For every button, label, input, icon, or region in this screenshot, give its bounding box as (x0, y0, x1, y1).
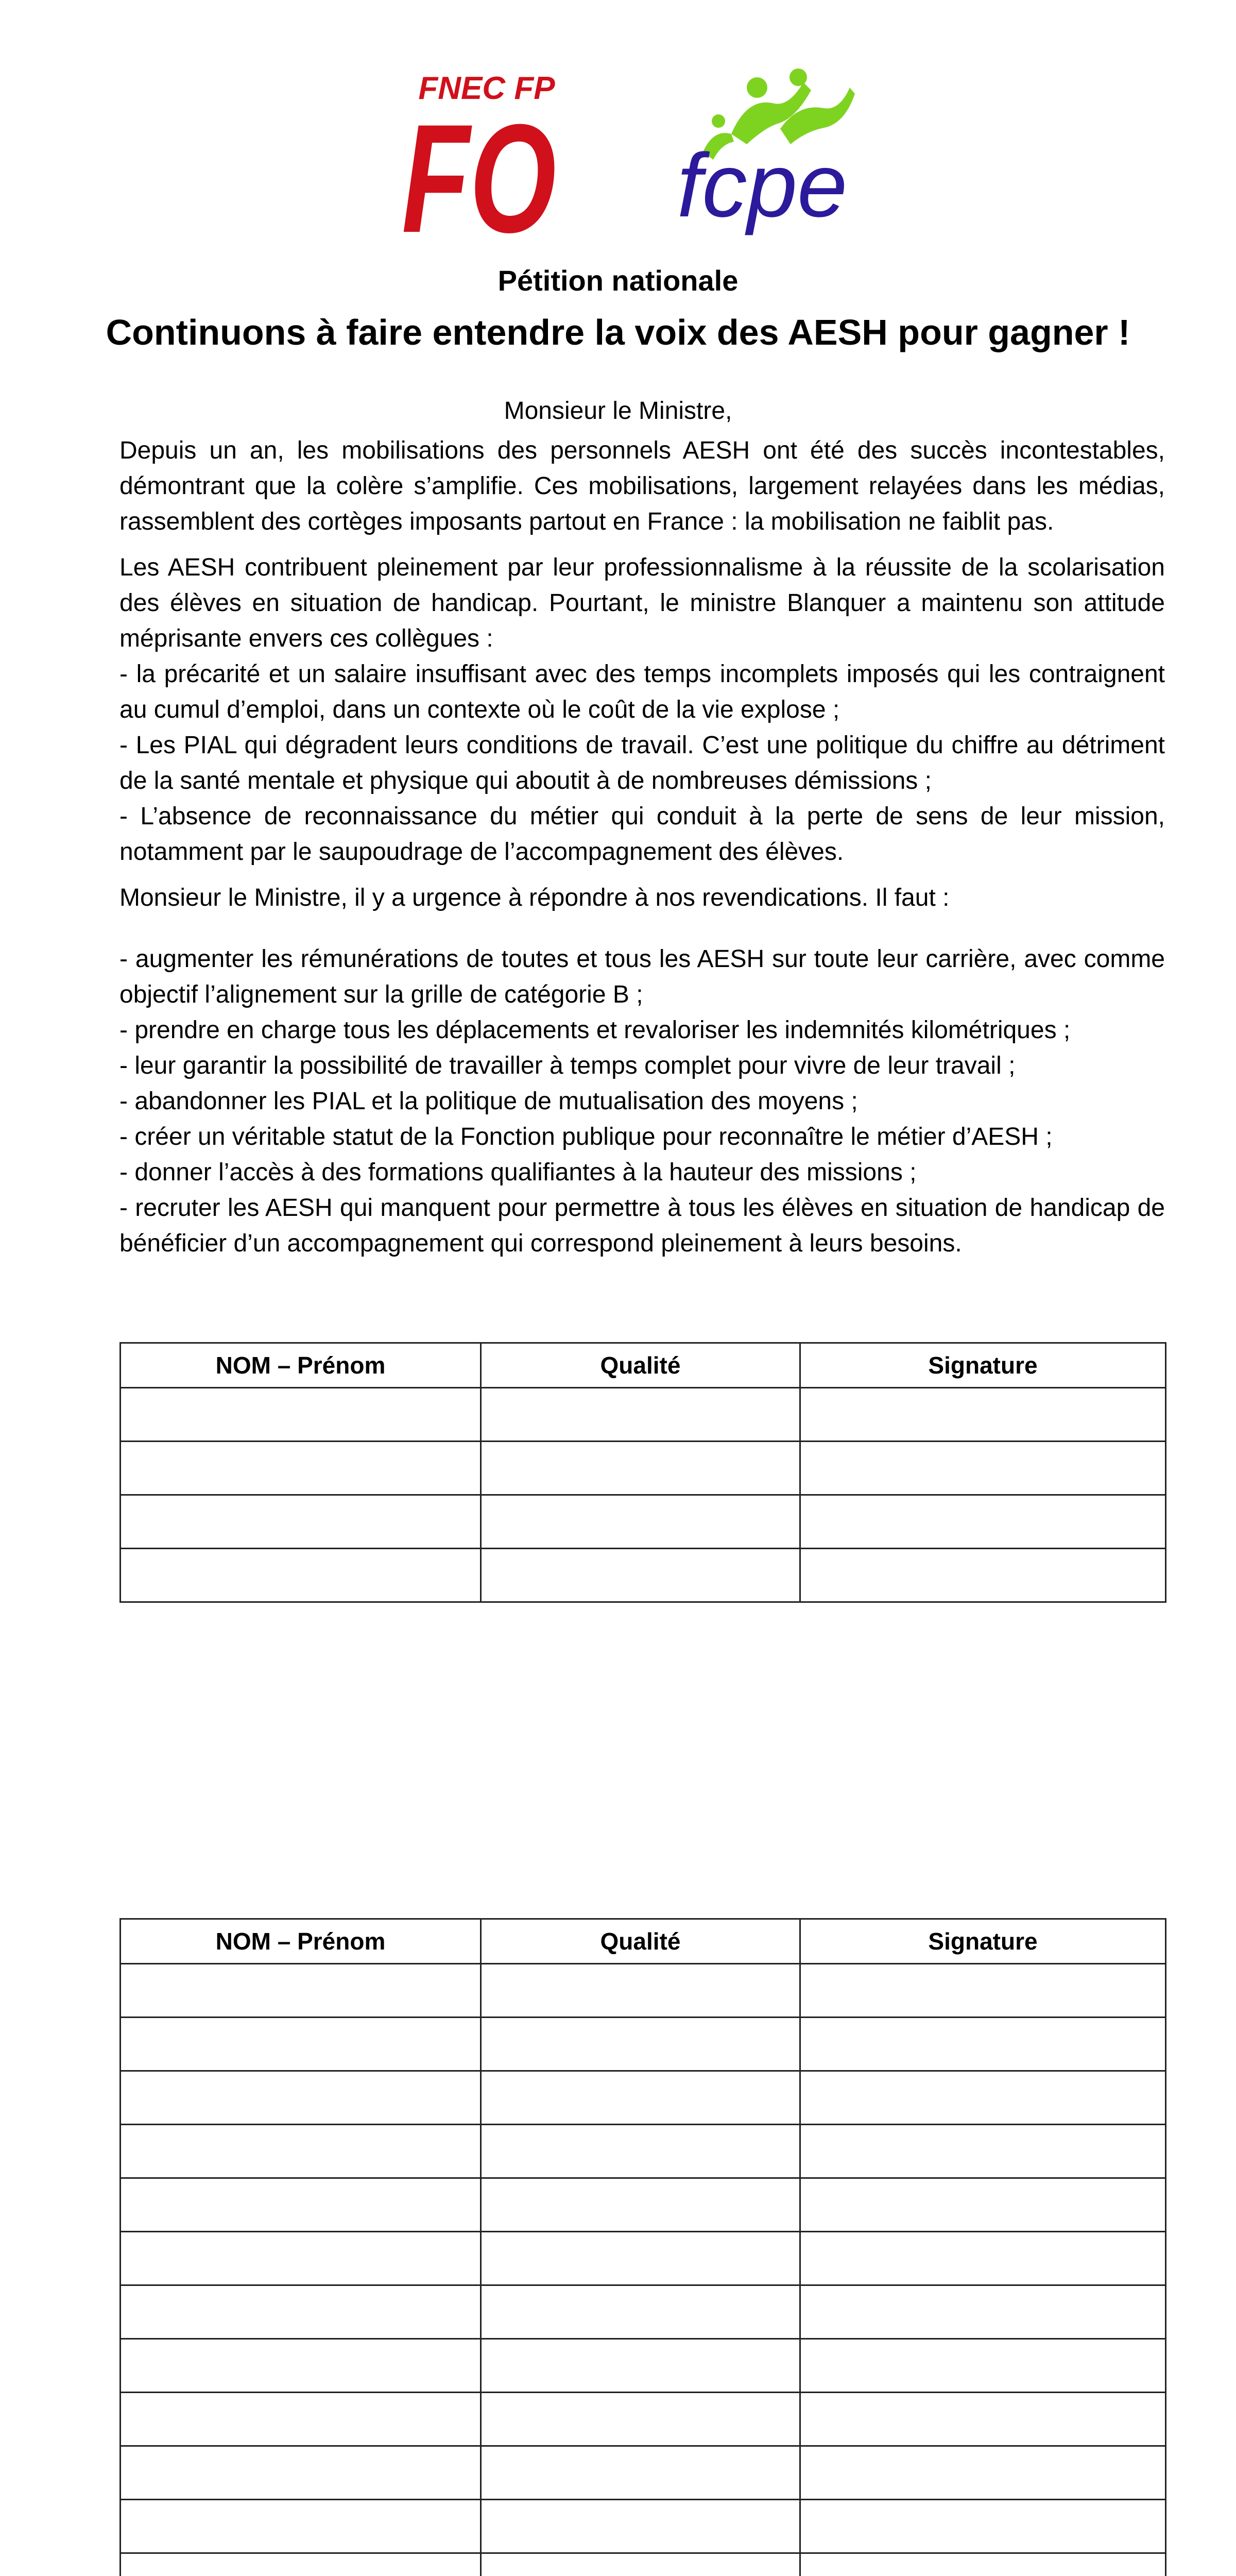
name-cell[interactable] (121, 2232, 481, 2285)
quality-cell[interactable] (481, 2339, 800, 2393)
signature-cell[interactable] (800, 2500, 1166, 2553)
demand-item: - prendre en charge tous les déplacements et revaloriser les indemnités kilométriques ; (119, 1016, 1071, 1044)
column-header-quality: Qualité (481, 1919, 800, 1964)
name-cell[interactable] (121, 2018, 481, 2071)
name-cell[interactable] (121, 2125, 481, 2178)
table-row (121, 2553, 1166, 2576)
quality-cell[interactable] (481, 2125, 800, 2178)
name-cell[interactable] (121, 2553, 481, 2576)
demand-item: - abandonner les PIAL et la politique de mutualisation des moyens ; (119, 1088, 858, 1115)
fo-main-text: FO (402, 92, 556, 237)
table-row (121, 2393, 1166, 2446)
demand-item: - leur garantir la possibilité de travailler à temps complet pour vivre de leur travail ; (119, 1052, 1016, 1079)
signature-cell[interactable] (800, 2446, 1166, 2500)
quality-cell[interactable] (481, 2446, 800, 2500)
fo-top-text: FNEC FP (418, 71, 555, 106)
name-cell[interactable] (121, 1442, 481, 1495)
signature-cell[interactable] (800, 1388, 1166, 1442)
quality-cell[interactable] (481, 1388, 800, 1442)
table-header-row (121, 1343, 1166, 1388)
quality-cell[interactable] (481, 1442, 800, 1495)
petition-label: Pétition nationale (497, 264, 739, 297)
signature-cell[interactable] (800, 2285, 1166, 2339)
quality-cell[interactable] (481, 2553, 800, 2576)
column-header-signature: Signature (800, 1919, 1166, 1964)
signature-table-1 (119, 1342, 1166, 1603)
table-row (121, 1442, 1166, 1495)
signature-table-2 (119, 1918, 1166, 2576)
page-title: Continuons à faire entendre la voix des AESH pour gagner ! (106, 312, 1130, 352)
logos-area (0, 67, 1236, 242)
name-cell[interactable] (121, 1964, 481, 2018)
signature-cell[interactable] (800, 2018, 1166, 2071)
quality-cell[interactable] (481, 2232, 800, 2285)
signature-cell[interactable] (800, 2125, 1166, 2178)
quality-cell[interactable] (481, 2285, 800, 2339)
table-header-row (121, 1919, 1166, 1964)
signature-cell[interactable] (800, 1964, 1166, 2018)
quality-cell[interactable] (481, 2071, 800, 2125)
table-row (121, 1495, 1166, 1549)
table-row (121, 2500, 1166, 2553)
column-header-name: NOM – Prénom (121, 1343, 481, 1388)
signature-cell[interactable] (800, 1442, 1166, 1495)
name-cell[interactable] (121, 2285, 481, 2339)
quality-cell[interactable] (481, 2393, 800, 2446)
name-cell[interactable] (121, 1388, 481, 1442)
signature-cell[interactable] (800, 1549, 1166, 1602)
table-row (121, 2232, 1166, 2285)
quality-cell[interactable] (481, 1549, 800, 1602)
quality-cell[interactable] (481, 1495, 800, 1549)
table-1-body (121, 1388, 1166, 1602)
signature-cell[interactable] (800, 2339, 1166, 2393)
signature-cell[interactable] (800, 2178, 1166, 2232)
table-row (121, 1388, 1166, 1442)
salutation: Monsieur le Ministre, (504, 397, 732, 425)
quality-cell[interactable] (481, 2018, 800, 2071)
signature-cell[interactable] (800, 2553, 1166, 2576)
table-row (121, 1549, 1166, 1602)
fo-fnec-fp-logo (397, 67, 561, 237)
quality-cell[interactable] (481, 2500, 800, 2553)
signature-cell[interactable] (800, 1495, 1166, 1549)
column-header-signature: Signature (800, 1343, 1166, 1388)
paragraph-context: Les AESH contribuent pleinement par leur professionnalisme à la réussite de la scolarisation des élèves en situation de handicap. Pourtant, le ministre Blanquer a maintenu son attitude méprisante envers ces collègues : (119, 554, 1165, 652)
demand-item: - recruter les AESH qui manquent pour permettre à tous les élèves en situation de handicap de bénéficier d’un accompagnement qui correspond pleinement à leurs besoins. (119, 1194, 1165, 1257)
quality-cell[interactable] (481, 2178, 800, 2232)
name-cell[interactable] (121, 2393, 481, 2446)
fcpe-text: fcpe (677, 135, 848, 236)
grievance-item: - L’absence de reconnaissance du métier qui conduit à la perte de sens de leur mission, notamment par le saupoudrage de l’accompagnement des élèves. (119, 803, 1165, 866)
demands-list (119, 941, 1165, 1261)
signature-cell[interactable] (800, 2393, 1166, 2446)
table-row (121, 1964, 1166, 2018)
table-2-body (121, 1964, 1166, 2576)
table-row (121, 2178, 1166, 2232)
letter-body (119, 433, 1165, 1261)
quality-cell[interactable] (481, 1964, 800, 2018)
paragraph-intro: Depuis un an, les mobilisations des personnels AESH ont été des succès incontestables, démontrant que la colère s’amplifie. Ces mobilisations, largement relayées dans les médias, rassemblent des cortèges imposants partout en France : la mobilisation ne faiblit pas. (119, 437, 1165, 535)
fcpe-logo (670, 67, 855, 237)
table-row (121, 2446, 1166, 2500)
signature-cell[interactable] (800, 2232, 1166, 2285)
demand-item: - augmenter les rémunérations de toutes et tous les AESH sur toute leur carrière, avec comme objectif l’alignement sur la grille de catégorie B ; (119, 945, 1165, 1008)
demand-item: - donner l’accès à des formations qualifiantes à la hauteur des missions ; (119, 1159, 917, 1186)
table-row (121, 2339, 1166, 2393)
table-row (121, 2018, 1166, 2071)
name-cell[interactable] (121, 2071, 481, 2125)
signature-cell[interactable] (800, 2071, 1166, 2125)
table-row (121, 2125, 1166, 2178)
demand-item: - créer un véritable statut de la Fonction publique pour reconnaître le métier d’AESH ; (119, 1123, 1053, 1150)
grievance-item: - la précarité et un salaire insuffisant avec des temps incomplets imposés qui les contraignent au cumul d’emploi, dans un contexte où le coût de la vie explose ; (119, 660, 1165, 723)
name-cell[interactable] (121, 2446, 481, 2500)
name-cell[interactable] (121, 2339, 481, 2393)
name-cell[interactable] (121, 1495, 481, 1549)
name-cell[interactable] (121, 2500, 481, 2553)
table-row (121, 2285, 1166, 2339)
name-cell[interactable] (121, 2178, 481, 2232)
grievance-item: - Les PIAL qui dégradent leurs conditions de travail. C’est une politique du chiffre au détriment de la santé mentale et physique qui aboutit à de nombreuses démissions ; (119, 732, 1165, 794)
table-row (121, 2071, 1166, 2125)
paragraph-demands-intro: Monsieur le Ministre, il y a urgence à répondre à nos revendications. Il faut : (119, 884, 950, 911)
column-header-quality: Qualité (481, 1343, 800, 1388)
column-header-name: NOM – Prénom (121, 1919, 481, 1964)
name-cell[interactable] (121, 1549, 481, 1602)
